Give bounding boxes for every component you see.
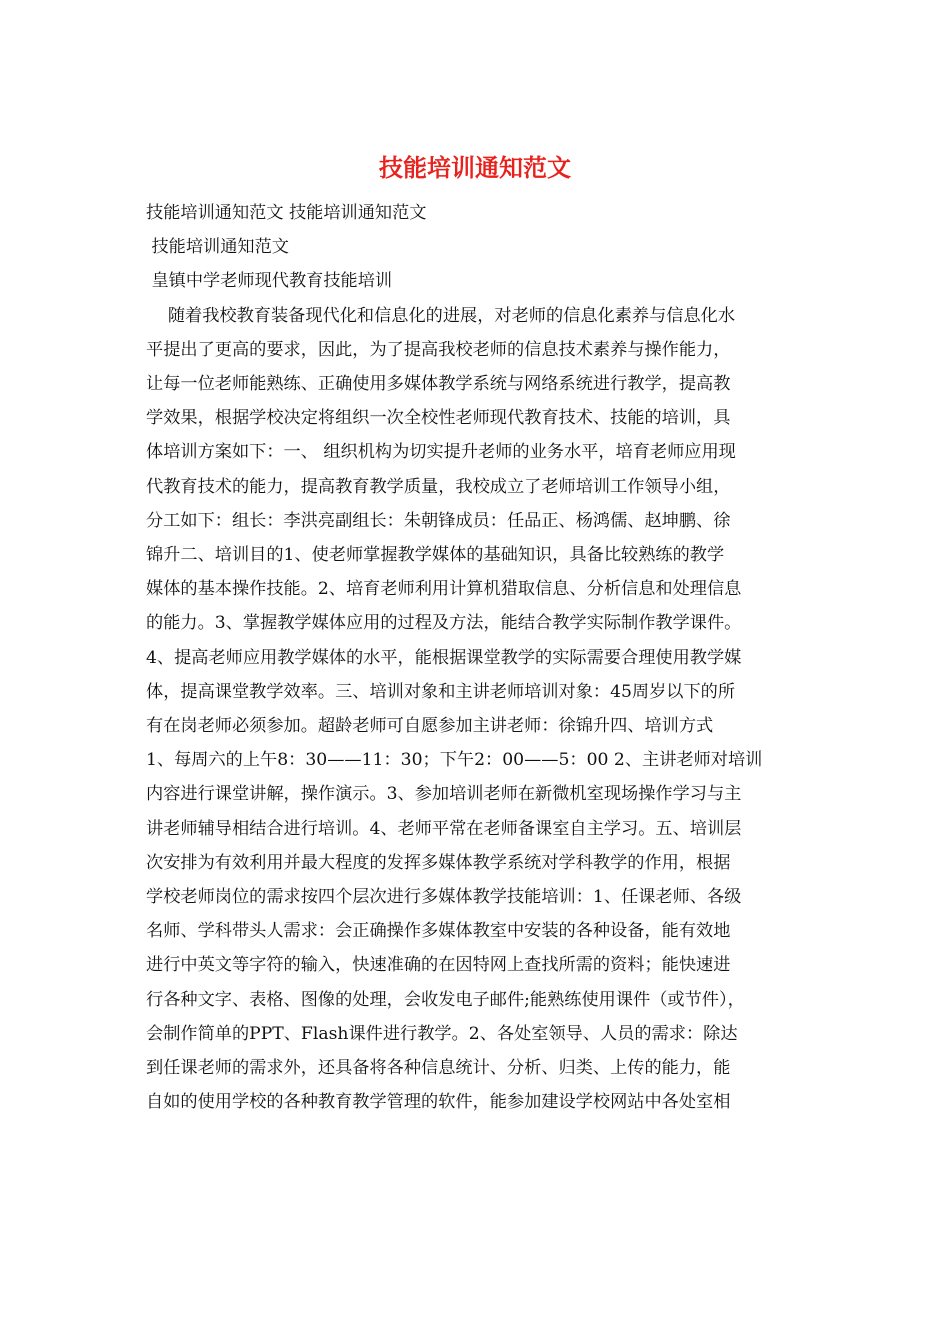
body-line: 到任课老师的需求外，还具备将各种信息统计、分析、归类、上传的能力，能 bbox=[146, 1058, 731, 1078]
body-line: 平提出了更高的要求，因此，为了提高我校老师的信息技术素养与操作能力， bbox=[146, 339, 731, 360]
body-line: 自如的使用学校的各种教育教学管理的软件，能参加建设学校网站中各处室相 bbox=[146, 1092, 731, 1113]
document-title: 技能培训通知范文 bbox=[379, 153, 571, 182]
body-line: 分工如下：组长：李洪亮副组长：朱朝锋成员：任品正、杨鸿儒、赵坤鹏、徐 bbox=[146, 510, 731, 531]
body-line: 锦升二、培训目的1、使老师掌握教学媒体的基础知识，具备比较熟练的教学 bbox=[146, 545, 725, 565]
body-line: 讲老师辅导相结合进行培训。4、老师平常在老师备课室自主学习。五、培训层 bbox=[146, 818, 742, 839]
body-line: 内容进行课堂讲解，操作演示。3、参加培训老师在新微机室现场操作学习与主 bbox=[146, 784, 742, 805]
body-line: 会制作简单的PPT、Flash课件进行教学。2、各处室领导、人员的需求：除达 bbox=[146, 1023, 738, 1044]
body-line: 技能培训通知范文 技能培训通知范文 bbox=[146, 203, 427, 223]
body-line: 行各种文字、表格、图像的处理，会收发电子邮件;能熟练使用课件（或节件）， bbox=[146, 989, 745, 1010]
body-line: 学校老师岗位的需求按四个层次进行多媒体教学技能培训：1、任课老师、各级 bbox=[146, 887, 742, 907]
body-line: 让每一位老师能熟练、正确使用多媒体教学系统与网络系统进行教学，提高教 bbox=[146, 374, 731, 394]
body-line: 体，提高课堂教学效率。三、培训对象和主讲老师培训对象：45周岁以下的所 bbox=[146, 681, 736, 702]
body-line: 次安排为有效利用并最大程度的发挥多媒体教学系统对学科教学的作用，根据 bbox=[146, 852, 731, 873]
body-line: 皇镇中学老师现代教育技能培训 bbox=[146, 271, 393, 292]
body-line: 代教育技术的能力，提高教育教学质量，我校成立了老师培训工作领导小组， bbox=[146, 476, 731, 497]
body-line: 进行中英文等字符的输入，快速准确的在因特网上查找所需的资料；能快速进 bbox=[146, 955, 731, 976]
body-line: 名师、学科带头人需求：会正确操作多媒体教室中安装的各种设备，能有效地 bbox=[146, 921, 731, 942]
body-line: 1、每周六的上午8：30——11：30；下午2：00——5：00 2、主讲老师对培训 bbox=[146, 750, 763, 771]
body-line: 有在岗老师必须参加。超龄老师可自愿参加主讲老师：徐锦升四、培训方式 bbox=[146, 716, 714, 736]
body-line: 媒体的基本操作技能。2、培育老师利用计算机猎取信息、分析信息和处理信息 bbox=[146, 579, 742, 600]
body-line: 技能培训通知范文 bbox=[146, 237, 289, 258]
body-line: 的能力。3、掌握教学媒体应用的过程及方法，能结合教学实际制作教学课件。 bbox=[146, 613, 742, 634]
body-line: 体培训方案如下：一、 组织机构为切实提升老师的业务水平，培育老师应用现 bbox=[146, 442, 736, 463]
body-line: 学效果，根据学校决定将组织一次全校性老师现代教育技术、技能的培训，具 bbox=[146, 408, 731, 429]
body-line: 4、提高老师应用教学媒体的水平，能根据课堂教学的实际需要合理使用教学媒 bbox=[146, 647, 742, 668]
body-line: 随着我校教育装备现代化和信息化的进展，对老师的信息化素养与信息化水 bbox=[146, 305, 736, 326]
